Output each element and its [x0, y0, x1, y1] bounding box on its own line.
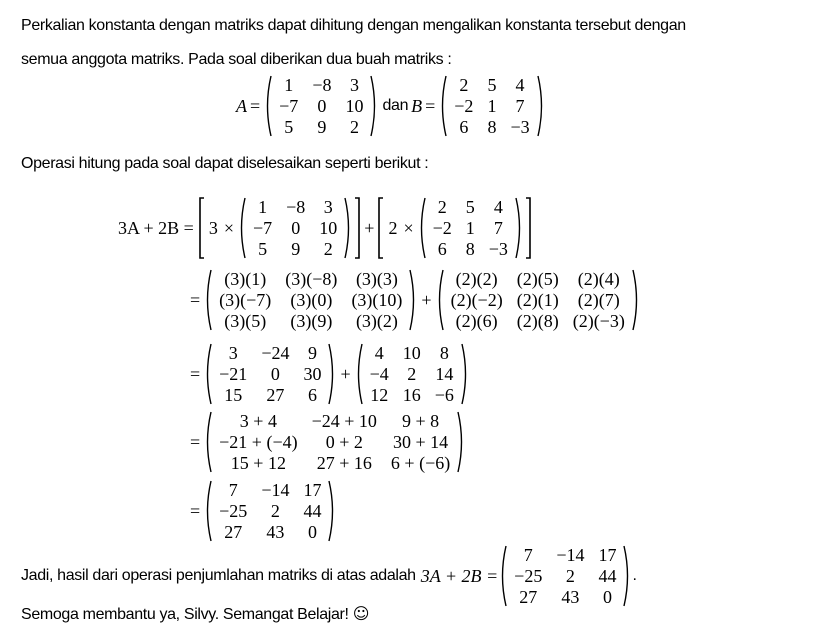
matrix-cell: −7: [279, 95, 299, 116]
left-paren: [203, 269, 212, 332]
plus-sign: +: [340, 363, 351, 384]
matrix-cell: −8: [286, 196, 306, 217]
matrix-cell: (2)(1): [516, 289, 559, 310]
matrix-cell: 0: [317, 95, 327, 116]
matrix-cell: 2: [565, 565, 575, 586]
step-3: [187, 342, 470, 406]
lhs-expression: 3A + 2B =: [118, 217, 194, 238]
matrix-cell: (2)(2): [455, 268, 498, 289]
right-paren: [623, 545, 632, 608]
right-paren: [370, 75, 379, 138]
matrix-grid: [212, 343, 328, 406]
conclusion-lhs: 3A + 2B =: [420, 565, 499, 586]
matrix-cell: (3)(10): [351, 289, 403, 310]
matrix-cell: 6: [307, 384, 317, 405]
matrix-cell: 17: [598, 544, 617, 565]
matrix-sum-expression: [203, 411, 466, 474]
matrix-cell: 10: [319, 217, 338, 238]
matrix-cell: 5: [284, 116, 294, 137]
matrix-grid: [272, 75, 370, 138]
period: .: [632, 567, 637, 584]
matrix-cell: 5: [258, 238, 268, 259]
matrix-cell: 4: [493, 196, 503, 217]
right-bracket: [524, 197, 532, 259]
matrix-cell: (2)(6): [455, 310, 498, 331]
matrix-cell: 27 + 16: [316, 452, 372, 473]
left-paren: [417, 197, 426, 260]
matrix-cell: (3)(0): [290, 289, 333, 310]
matrix-cell: 15: [224, 384, 243, 405]
left-paren: [237, 197, 246, 260]
matrix-cell: 10: [345, 95, 364, 116]
lhs-text: 3A + 2B: [118, 217, 180, 238]
matrix-cell: −6: [434, 384, 454, 405]
equals-sign: =: [190, 363, 201, 384]
matrix-cell: 3: [349, 74, 359, 95]
matrix-cell: (3)(1): [224, 268, 267, 289]
matrix-cell: 6: [437, 238, 447, 259]
left-paren: [438, 75, 447, 138]
matrix-grid: [246, 197, 344, 260]
matrix-grid: [444, 269, 632, 332]
left-paren: [498, 545, 507, 608]
matrix-cell: 0: [270, 363, 280, 384]
connector-dan: dan: [382, 97, 409, 114]
matrix-cell: 7: [515, 95, 525, 116]
equals-sign: =: [425, 95, 436, 116]
matrix-cell: −24: [261, 342, 290, 363]
matrix-cell: −4: [369, 363, 389, 384]
scalar-2: 2: [388, 217, 398, 238]
matrix-b: [417, 197, 524, 260]
equals-sign: =: [190, 500, 201, 521]
matrix-cell: 2: [323, 238, 333, 259]
left-paren: [435, 269, 444, 332]
matrix-cell: (3)(−8): [285, 268, 338, 289]
matrix-grid: [212, 269, 409, 332]
matrix-grid: [212, 411, 457, 474]
left-paren: [203, 343, 212, 406]
matrix-cell: 2: [270, 500, 280, 521]
matrix-cell: 17: [303, 479, 322, 500]
matrix-cell: 3: [228, 342, 238, 363]
matrix-grid: [363, 343, 461, 406]
right-paren: [328, 343, 337, 406]
matrix-cell: 44: [598, 565, 617, 586]
matrix-cell: 27: [519, 586, 538, 607]
matrix-grid: [507, 545, 623, 608]
intro-line-1: Perkalian konstanta dengan matriks dapat dihitung dengan mengalikan konstanta tersebut dengan: [21, 17, 686, 34]
matrix-grid: [212, 480, 328, 543]
matrix-cell: 14: [435, 363, 454, 384]
matrix-cell: 15 + 12: [230, 452, 286, 473]
matrix-cell: 12: [370, 384, 389, 405]
matrix-a: [263, 75, 379, 138]
matrix-cell: (2)(−2): [450, 289, 503, 310]
matrix-cell: −24 + 10: [311, 410, 377, 431]
left-paren: [263, 75, 272, 138]
left-paren: [203, 480, 212, 543]
matrix-cell: (2)(8): [516, 310, 559, 331]
matrix-cell: 27: [224, 521, 243, 542]
matrix-cell: 9: [307, 342, 317, 363]
conclusion-matrix: [498, 545, 632, 608]
matrix-cell: 4: [374, 342, 384, 363]
matrix-cell: −3: [488, 238, 508, 259]
matrix-cell: (2)(5): [516, 268, 559, 289]
matrix-b-label: B: [411, 95, 423, 116]
step-4: [187, 410, 466, 474]
conclusion: [21, 545, 637, 607]
operation-heading: Operasi hitung pada soal dapat diselesaikan seperti berikut :: [21, 155, 429, 172]
matrix-cell: 2: [437, 196, 447, 217]
matrix-cell: 10: [402, 342, 421, 363]
matrix-cell: 0 + 2: [325, 431, 363, 452]
matrix-cell: 6 + (−6): [390, 452, 451, 473]
matrix-cell: 4: [515, 74, 525, 95]
right-paren: [344, 197, 353, 260]
right-paren: [515, 197, 524, 260]
scalar-3: 3: [208, 217, 218, 238]
matrix-cell: 43: [561, 586, 580, 607]
left-paren: [354, 343, 363, 406]
matrix-b-expanded: [435, 269, 641, 332]
smiley-icon: ☺: [352, 604, 370, 623]
step-1: [118, 196, 532, 260]
matrix-cell: 3 + 4: [239, 410, 277, 431]
matrix-cell: (2)(4): [577, 268, 620, 289]
matrix-cell: −7: [252, 217, 273, 238]
matrix-cell: 0: [291, 217, 301, 238]
matrix-grid: [447, 75, 536, 138]
equals-sign: =: [190, 289, 201, 310]
matrix-cell: (3)(5): [224, 310, 267, 331]
matrix-cell: 5: [487, 74, 497, 95]
left-paren: [203, 411, 212, 474]
right-paren: [457, 411, 466, 474]
right-paren: [461, 343, 470, 406]
matrix-cell: −25: [219, 500, 248, 521]
matrix-2b: [354, 343, 470, 406]
left-bracket: [194, 197, 206, 259]
matrix-cell: 3: [323, 196, 333, 217]
matrix-cell: (2)(7): [577, 289, 620, 310]
matrix-cell: 6: [459, 116, 469, 137]
matrix-cell: −2: [454, 95, 474, 116]
matrix-cell: 27: [266, 384, 285, 405]
matrix-cell: (3)(3): [355, 268, 398, 289]
closing-line: [21, 604, 369, 624]
matrix-b: [438, 75, 545, 138]
matrix-cell: −25: [514, 565, 543, 586]
conclusion-text: Jadi, hasil dari operasi penjumlahan matriks di atas adalah: [21, 567, 416, 584]
matrix-cell: 2: [349, 116, 359, 137]
matrix-cell: (2)(−3): [572, 310, 625, 331]
matrix-a-expanded: [203, 269, 418, 332]
matrix-cell: 7: [493, 217, 503, 238]
plus-sign: +: [421, 289, 432, 310]
plus-sign: +: [364, 217, 375, 238]
matrix-cell: 30 + 14: [392, 431, 449, 452]
matrix-cell: −3: [510, 116, 530, 137]
matrix-a: [237, 197, 353, 260]
matrix-cell: 9: [291, 238, 301, 259]
matrix-cell: 1: [284, 74, 294, 95]
matrix-cell: 16: [402, 384, 421, 405]
matrix-cell: 0: [307, 521, 317, 542]
equals-sign: =: [250, 95, 261, 116]
matrix-grid: [426, 197, 515, 260]
matrix-cell: (3)(9): [290, 310, 333, 331]
right-paren: [537, 75, 546, 138]
times-sign: ×: [403, 217, 414, 238]
equals-sign: =: [190, 431, 201, 452]
matrix-cell: 0: [602, 586, 612, 607]
matrix-cell: 7: [523, 544, 533, 565]
matrix-cell: 1: [465, 217, 475, 238]
matrix-cell: −14: [556, 544, 585, 565]
matrix-cell: −21 + (−4): [219, 431, 298, 452]
step-5: [187, 480, 337, 542]
matrix-cell: 8: [487, 116, 497, 137]
right-paren: [632, 269, 641, 332]
matrix-cell: 8: [439, 342, 449, 363]
matrix-cell: 1: [487, 95, 497, 116]
matrix-cell: 8: [465, 238, 475, 259]
intro-line-2: semua anggota matriks. Pada soal diberikan dua buah matriks :: [21, 51, 452, 68]
matrix-a-label: A: [236, 95, 247, 116]
matrix-cell: 9 + 8: [401, 410, 440, 431]
matrix-cell: (3)(−7): [219, 289, 272, 310]
matrix-cell: 2: [407, 363, 417, 384]
matrix-cell: 2: [459, 74, 469, 95]
matrix-cell: 44: [303, 500, 322, 521]
right-bracket: [353, 197, 361, 259]
matrix-3a: [203, 343, 337, 406]
matrix-cell: −2: [432, 217, 452, 238]
matrix-result: [203, 480, 337, 543]
matrix-cell: 9: [317, 116, 327, 137]
matrix-cell: 5: [465, 196, 475, 217]
matrix-cell: −8: [312, 74, 332, 95]
matrix-cell: 43: [266, 521, 285, 542]
right-paren: [328, 480, 337, 543]
matrix-cell: −21: [219, 363, 248, 384]
given-matrices: [236, 74, 546, 138]
matrix-cell: 1: [258, 196, 268, 217]
times-sign: ×: [223, 217, 234, 238]
right-paren: [409, 269, 418, 332]
matrix-cell: 30: [303, 363, 322, 384]
closing-text: Semoga membantu ya, Silvy. Semangat Belajar!: [21, 606, 349, 623]
step-2: [187, 267, 641, 333]
matrix-cell: (3)(2): [355, 310, 398, 331]
matrix-cell: 7: [228, 479, 238, 500]
matrix-cell: −14: [261, 479, 290, 500]
left-bracket: [377, 197, 385, 259]
